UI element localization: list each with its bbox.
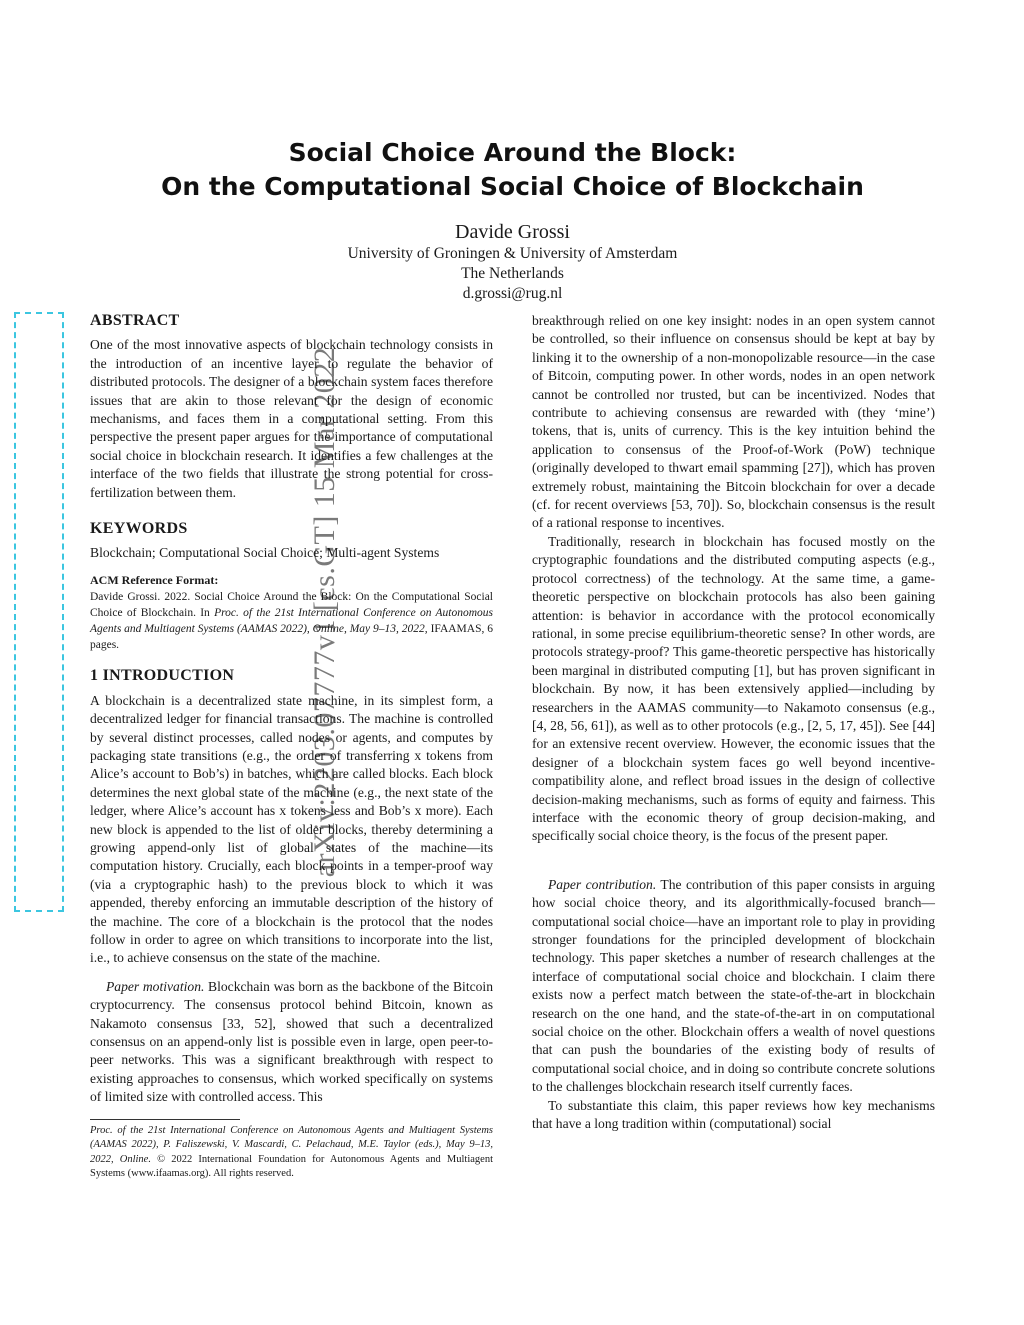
author-email: d.grossi@rug.nl — [462, 285, 563, 302]
footnote-rule — [90, 1119, 240, 1120]
introduction-heading: 1 INTRODUCTION — [90, 667, 235, 685]
right-paragraph-2: Traditionally, research in blockchain has focused mostly on the cryptographic foundations and the distributed computing aspects (e.g., protocol correctness) of the technology. At the same time, a game-theoretic perspective on blockchain protocols has also been gaining attention: is behavior in accordance with the protocol economically rational, in some precise equilibrium-theoretic sense? In other words, are protocols strategy-proof? This game-theoretic perspective has historically been marginal in distributed computing [1], but has proven significant in blockchain. By now, it has been extensively applied—including by researchers in the AAMAS community—to Nakamoto consensus (e.g., [4, 28, 56, 61]), as well as to other protocols (e.g., [2, 5, 17, 45]). See [44] for an extensive recent overview. However, the economic issues that the designer of a blockchain system faces go well beyond incentive-compatibility alone, and reflect broad issues in the design of collective decision-making mechanisms, such as forms of equity and fairness. This interface with the economic theory of group decision-making, and specifically social choice theory, is the focus of the present paper. — [532, 533, 935, 844]
abstract-text: One of the most innovative aspects of blockchain technology consists in the introduction of an incentive layer to regulate the behavior of distributed protocols. The designer of a blockchain system faces therefore issues that are akin to those relevant for the design of economic mechanisms, and faces them in a computational setting. From this perspective the present paper argues for the importance of computational social choice in blockchain research. It identifies a few challenges at the interface of the two fields that illustrate the strong potential for cross-fertilization between them. — [90, 337, 493, 500]
title-line-1: Social Choice Around the Block: — [288, 138, 737, 167]
motivation-label: Paper motivation. — [106, 978, 205, 994]
acm-text-pre: Davide Grossi. 2022. Social Choice Around the Block: On the Computational Social Choice of Blockchain. In — [90, 591, 493, 620]
author-affiliation: University of Groningen & University of Amsterdam — [347, 245, 678, 262]
keywords-heading: KEYWORDS — [90, 520, 188, 538]
contribution-label: Paper contribution. — [548, 876, 657, 892]
right-column — [532, 312, 935, 1133]
keywords-text: Blockchain; Computational Social Choice; Multi-agent Systems — [90, 545, 440, 561]
title-block — [90, 136, 935, 304]
title-line-2: On the Computational Social Choice of Blockchain — [161, 172, 864, 201]
contribution-paragraph — [532, 876, 935, 1097]
author-name: Davide Grossi — [455, 221, 570, 243]
acm-reference-text — [90, 589, 493, 653]
footnote — [90, 1124, 493, 1182]
arxiv-stamp-border — [14, 312, 64, 912]
right-paragraph-1: breakthrough relied on one key insight: nodes in an open system cannot be controlled, so their influence on consensus should be kept at bay by linking it to the ownership of a non-monopolizable resource—in the case of Bitcoin, computing power. In other words, nodes in an open network cannot be controlled nor trusted, but can be incentivized. Nodes that contribute to achieving consensus are rewarded with (they ‘mine’) tokens, that is, units of currency. This is the key intuition behind the application to consensus of the Proof-of-Work (PoW) technique (originally developed to thwart email spamming [27]), which has proven extremely robust, maintaining the Bitcoin blockchain for over a decade (cf. for recent overviews [53, 70]). So, blockchain consensus is the result of a rational response to incentives. — [532, 313, 935, 531]
footnote-plain: © 2022 International Foundation for Autonomous Agents and Multiagent Systems (www.ifaamas.org). All rights reserved. — [90, 1153, 493, 1180]
intro-paragraph-motivation — [90, 978, 493, 1107]
left-column — [90, 312, 493, 1182]
author-country: The Netherlands — [461, 265, 564, 282]
contribution-text: The contribution of this paper consists in arguing how social choice theory, and its algorithmically-focused branch—computational social choice—have an important role to play in providing stronger foundations for the principled development of blockchain technology. This paper sketches a number of research challenges at the interface of computational social choice and blockchain. I claim there exists now a perfect match between the state-of-the-art in blockchain research on the one hand, and the state-of-the-art in on computational social choice on the other. Blockchain offers a wealth of novel questions that can push the boundaries of the existing body of results of computational social choice, and in doing so contribute concrete solutions to the challenges blockchain research itself currently faces. — [532, 876, 935, 1095]
intro-paragraph-1: A blockchain is a decentralized state machine, in its simplest form, a decentralized ledger for financial transactions. The machine is controlled by several distinct processes, called nodes or agents, and computes by packaging state transitions (e.g., the order of transferring x tokens from Alice’s account to Bob’s) in batches, which are called blocks. Each block determines the next global state of the machine (e.g., the next state of the ledger, where Alice’s account has x tokens less and Bob’s x more). Each new block is appended to the list of older blocks, thereby determining a growing append-only list of global states of the machine—its computation history. Crucially, each block points in a temper-proof way (via a cryptographic hash) to the previous block to which it was appended, thereby enforcing an immutable description of the history of the machine. The core of a blockchain is the protocol that the nodes follow in order to agree on which transitions to incorporate into the list, i.e., to achieve consensus on the state of the machine. — [90, 692, 493, 966]
acm-text-italic: Proc. of the 21st International Conference on Autonomous Agents and Multiagent Systems (AAMAS 2022), Online, May 9–13, 2022, — [90, 607, 494, 636]
acm-reference-heading: ACM Reference Format: — [90, 572, 219, 587]
arxiv-identifier: arXiv:2203.07777v1 [cs.GT] 15 Mar 2022 — [308, 346, 341, 878]
motivation-text: Blockchain was born as the backbone of the Bitcoin cryptocurrency. The consensus protocol behind Bitcoin, known as Nakamoto consensus [33, 52], showed that such a decentralized consensus on an append-only list is possible even in large, open peer-to-peer networks. This was a significant breakthrough with respect to existing approaches to consensus, which worked specifically on systems of limited size with controlled access. This — [90, 978, 493, 1105]
right-paragraph-4: To substantiate this claim, this paper reviews how key mechanisms that have a long tradition within (computational) social — [532, 1097, 935, 1132]
abstract-heading: ABSTRACT — [90, 312, 180, 329]
acm-text-post: IFAAMAS, 6 pages. — [90, 623, 493, 652]
paper-title — [90, 136, 935, 204]
footnote-italic: Proc. of the 21st International Conference on Autonomous Agents and Multiagent Systems (AAMAS 2022), P. Faliszewski, V. Mascardi, C. Pelachaud, M.E. Taylor (eds.), May 9–13, 2022, Online. — [90, 1124, 493, 1165]
